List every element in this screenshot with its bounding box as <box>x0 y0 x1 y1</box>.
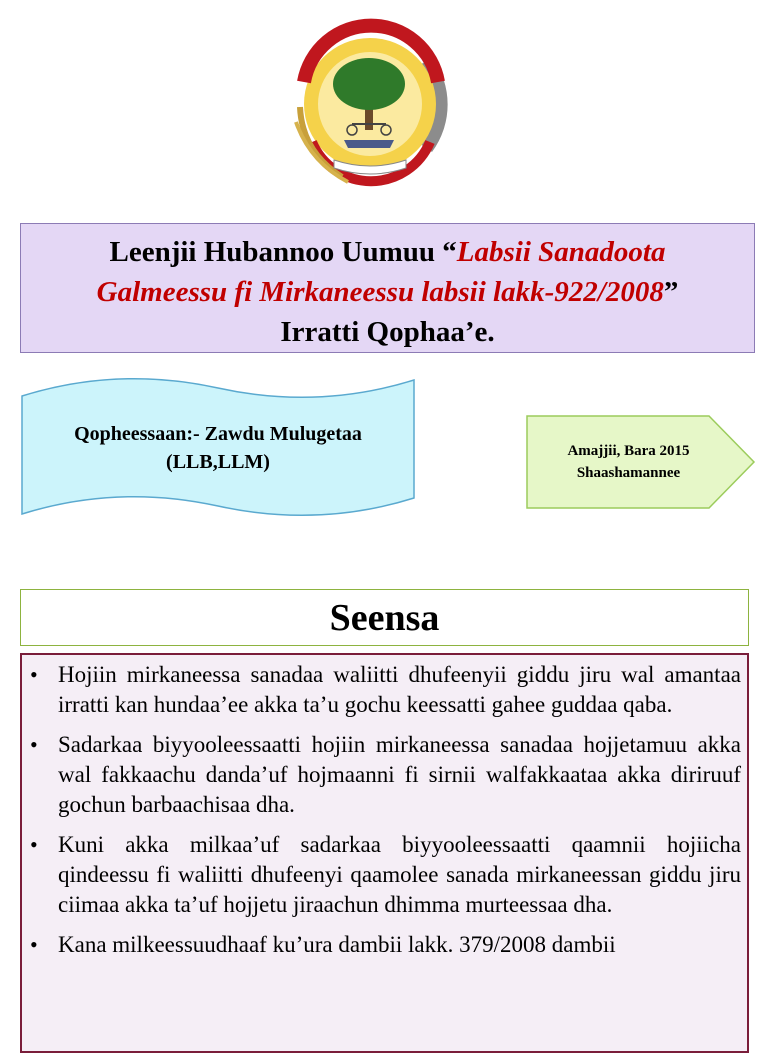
bullet-list <box>22 655 747 960</box>
section-title: Seensa <box>329 597 440 639</box>
title-line-1 <box>21 232 754 272</box>
bullet-icon: • <box>30 932 38 957</box>
list-item <box>22 730 741 820</box>
list-item <box>22 830 741 920</box>
bullet-text: Sadarkaa biyyooleessaatti hojiin mirkaneessa sanadaa hojjetamuu akka wal fakkaachu danda’uf hojmaanni fi sirnii walfakkaataa akka diriruuf gochun barbaachisaa dha. <box>58 732 741 817</box>
title-closing-quote: ” <box>663 276 679 308</box>
date-arrow <box>526 415 756 509</box>
title-line-3: Irratti Qophaa’e. <box>280 316 495 348</box>
content-box <box>20 653 749 1053</box>
bullet-icon: • <box>30 832 38 857</box>
date-line: Amajjii, Bara 2015 <box>567 443 690 459</box>
section-heading-box <box>20 589 749 646</box>
author-name: Qopheessaan:- Zawdu Mulugetaa <box>74 423 362 445</box>
list-item <box>22 660 741 720</box>
author-degrees: (LLB,LLM) <box>166 451 270 473</box>
bullet-icon: • <box>30 662 38 687</box>
place-line: Shaashamannee <box>576 465 681 481</box>
author-banner <box>18 370 418 525</box>
title-highlight-1: Labsii Sanadoota <box>456 236 666 268</box>
title-box <box>20 223 755 353</box>
title-highlight-2: Galmeessu fi Mirkaneessu labsii lakk-922/2008 <box>96 276 664 308</box>
title-prefix: Leenjii Hubannoo Uumuu “ <box>109 236 457 268</box>
author-text <box>18 420 418 476</box>
date-text <box>526 440 731 484</box>
organization-logo <box>282 12 460 190</box>
bullet-icon: • <box>30 732 38 757</box>
tree-emblem-icon <box>296 26 448 182</box>
bullet-text: Hojiin mirkaneessa sanadaa waliitti dhufeenyii giddu jiru wal amantaa irratti kan hundaa’ee akka ta’u gochu keessatti gahee guddaa qaba. <box>58 662 741 717</box>
bullet-text: Kana milkeessuudhaaf ku’ura dambii lakk. 379/2008 dambii <box>58 932 616 957</box>
bullet-text: Kuni akka milkaa’uf sadarkaa biyyooleessaatti qaamnii hojiicha qindeessu fi waliitti dhufeenyi qaamolee sanada mirkaneessan giddu jiru ciimaa akka ta’uf hojjetu jiraachun dhimma murteessaa dha. <box>58 832 741 917</box>
list-item <box>22 930 741 960</box>
title-line-2 <box>21 272 754 312</box>
